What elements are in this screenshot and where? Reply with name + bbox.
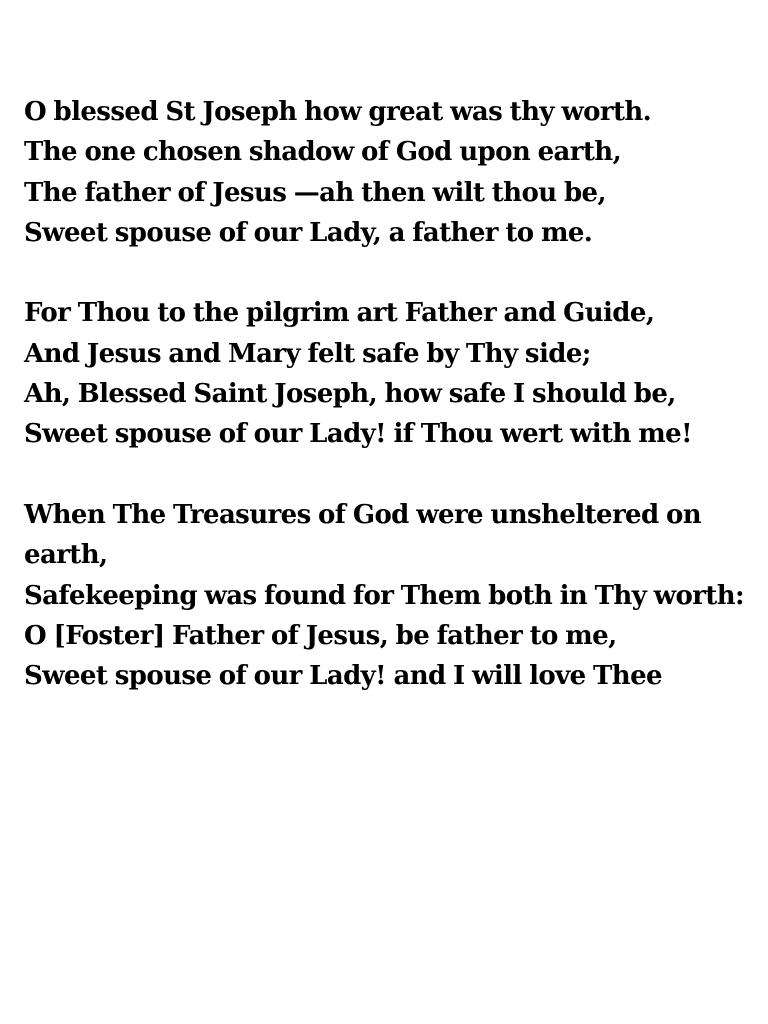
poem-line: The one chosen shadow of God upon earth, (24, 137, 622, 168)
poem-line: Sweet spouse of our Lady! and I will love Thee (24, 661, 662, 692)
stanza-2 (24, 293, 748, 454)
poem-line: Sweet spouse of our Lady! if Thou wert with me! (24, 419, 692, 450)
poem-line: Ah, Blessed Saint Joseph, how safe I should be, (24, 379, 676, 410)
stanza-1 (24, 92, 748, 253)
poem-line: When The Treasures of God were unsheltered on earth, (24, 499, 702, 571)
poem-line: And Jesus and Mary felt safe by Thy side; (24, 338, 591, 369)
poem-line: O [Foster] Father of Jesus, be father to me, (24, 620, 617, 651)
poem-line: For Thou to the pilgrim art Father and Guide, (24, 298, 655, 329)
poem-text (24, 92, 748, 696)
poem-line: Safekeeping was found for Them both in Thy worth: (24, 580, 745, 611)
poem-line: The father of Jesus —ah then wilt thou be, (24, 177, 606, 208)
stanza-3 (24, 495, 748, 696)
poem-line: Sweet spouse of our Lady, a father to me. (24, 217, 593, 248)
poem-line: O blessed St Joseph how great was thy worth. (24, 97, 652, 127)
